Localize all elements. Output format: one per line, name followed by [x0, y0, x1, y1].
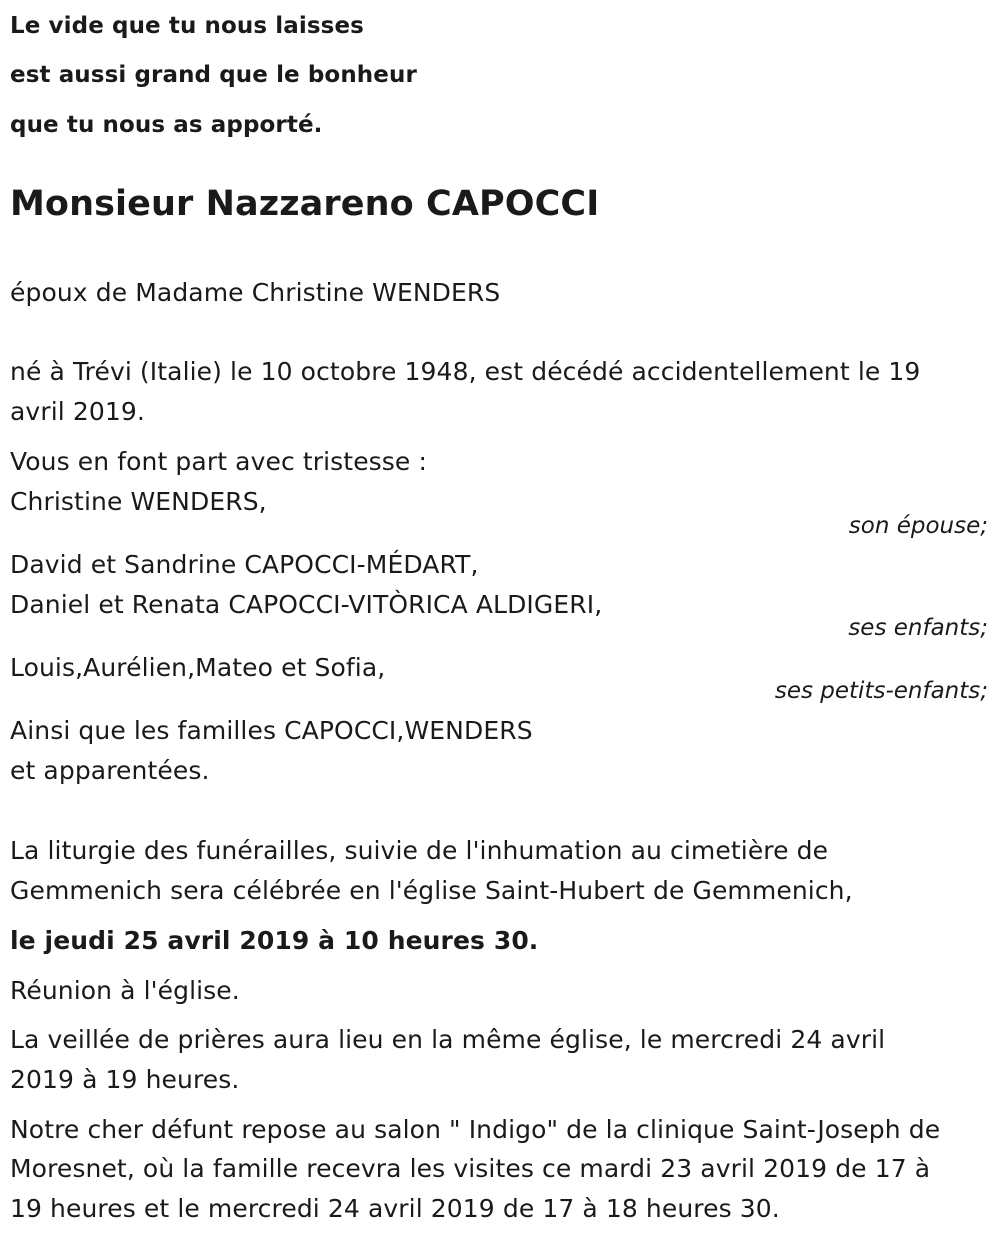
- family-children-role: ses enfants;: [848, 615, 988, 641]
- quote-line-1: Le vide que tu nous laisses: [10, 13, 364, 39]
- family-child-1: David et Sandrine CAPOCCI-MÉDART,: [10, 550, 479, 579]
- quote-line-2: est aussi grand que le bonheur: [10, 62, 417, 88]
- funeral-line-2: Gemmenich sera célébrée en l'église Saint-Hubert de Gemmenich,: [10, 876, 853, 905]
- family-spouse-name: Christine WENDERS,: [10, 487, 267, 516]
- funeral-date: le jeudi 25 avril 2019 à 10 heures 30.: [10, 926, 539, 955]
- family-grandchildren: Louis,Aurélien,Mateo et Sofia,: [10, 653, 386, 682]
- families-line-2: et apparentées.: [10, 756, 210, 785]
- vigil-line-2: 2019 à 19 heures.: [10, 1065, 240, 1094]
- family-grandchildren-role: ses petits-enfants;: [774, 678, 988, 704]
- rest-line-3: 19 heures et le mercredi 24 avril 2019 de 17 à 18 heures 30.: [10, 1194, 780, 1223]
- deceased-name: Monsieur Nazzareno CAPOCCI: [10, 184, 600, 224]
- spouse-line: époux de Madame Christine WENDERS: [10, 278, 501, 307]
- rest-line-1: Notre cher défunt repose au salon " Indigo" de la clinique Saint-Joseph de: [10, 1115, 941, 1144]
- funeral-line-1: La liturgie des funérailles, suivie de l'inhumation au cimetière de: [10, 836, 829, 865]
- families-line-1: Ainsi que les familles CAPOCCI,WENDERS: [10, 716, 533, 745]
- birth-death-line-2: avril 2019.: [10, 397, 145, 426]
- family-spouse-role: son épouse;: [848, 513, 988, 539]
- meeting-line: Réunion à l'église.: [10, 976, 240, 1005]
- family-intro: Vous en font part avec tristesse :: [10, 447, 427, 476]
- family-child-2: Daniel et Renata CAPOCCI-VITÒRICA ALDIGERI,: [10, 590, 603, 619]
- vigil-line-1: La veillée de prières aura lieu en la même église, le mercredi 24 avril: [10, 1025, 886, 1054]
- rest-line-2: Moresnet, où la famille recevra les visites ce mardi 23 avril 2019 de 17 à: [10, 1154, 931, 1183]
- quote-line-3: que tu nous as apporté.: [10, 112, 323, 138]
- birth-death-line-1: né à Trévi (Italie) le 10 octobre 1948, est décédé accidentellement le 19: [10, 357, 921, 386]
